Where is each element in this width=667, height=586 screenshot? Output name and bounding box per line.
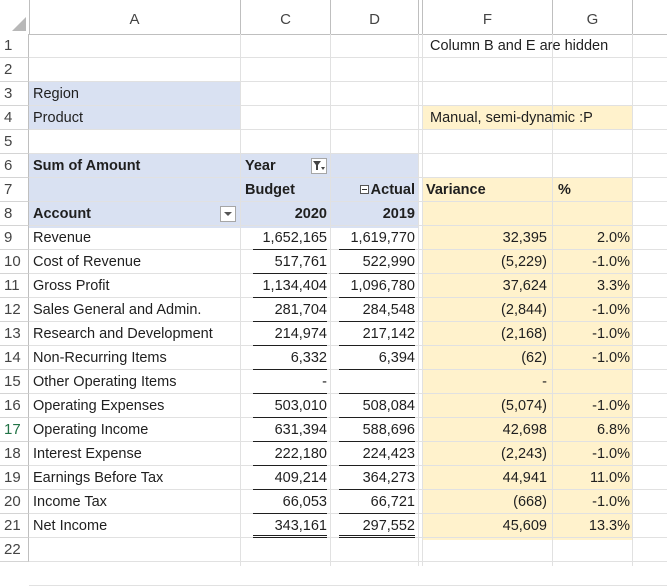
pct-cell[interactable]: 11.0% [589,470,630,486]
pivot-value-label[interactable]: Sum of Amount [33,158,141,174]
gridline-v-d [418,34,419,566]
variance-cell[interactable]: 44,941 [502,470,547,486]
budget-cell[interactable]: 66,053 [253,490,327,514]
actual-cell[interactable]: 297,552 [339,514,415,538]
select-all-triangle-icon [12,17,26,31]
budget-cell[interactable]: 409,214 [253,466,327,490]
actual-cell[interactable]: 284,548 [339,298,415,322]
account-cell[interactable]: Research and Development [33,326,213,342]
column-header-a[interactable]: A [29,0,241,34]
actual-cell[interactable]: 1,619,770 [339,226,415,250]
actual-cell[interactable]: 1,096,780 [339,274,415,298]
variance-cell[interactable]: 37,624 [502,278,547,294]
pct-cell[interactable]: 3.3% [596,278,630,294]
collapse-minus-icon[interactable] [360,185,369,194]
row-header[interactable]: 17 [0,418,29,442]
row-header[interactable]: 8 [0,202,29,226]
budget-cell[interactable]: 343,161 [253,514,327,538]
column-header-c[interactable]: C [241,0,331,34]
variance-cell[interactable]: (2,168) [501,326,547,342]
filter-region[interactable]: Region [33,86,79,102]
gridline-v-c [330,34,331,566]
pct-cell[interactable]: -1.0% [592,398,630,414]
row-header[interactable]: 22 [0,538,29,562]
row-header[interactable]: 4 [0,106,29,130]
row-header[interactable]: 7 [0,178,29,202]
budget-cell[interactable]: 222,180 [253,442,327,466]
variance-cell[interactable]: (2,844) [501,302,547,318]
row-header[interactable]: 11 [0,274,29,298]
account-cell[interactable]: Interest Expense [33,446,142,462]
gridline-h [29,561,667,562]
budget-cell[interactable]: 503,010 [253,394,327,418]
row-header[interactable]: 18 [0,442,29,466]
budget-cell[interactable]: 631,394 [253,418,327,442]
account-cell[interactable]: Cost of Revenue [33,254,142,270]
account-cell[interactable]: Sales General and Admin. [33,302,202,318]
actual-cell[interactable]: 217,142 [339,322,415,346]
variance-cell[interactable]: - [542,374,547,390]
variance-cell[interactable]: (668) [513,494,547,510]
column-header-bar [0,0,667,35]
column-header-f[interactable]: F [423,0,553,34]
actual-cell[interactable]: 66,721 [339,490,415,514]
row-header[interactable]: 1 [0,34,29,58]
pct-cell[interactable]: -1.0% [592,446,630,462]
actual-cell[interactable]: 224,423 [339,442,415,466]
pct-cell[interactable]: -1.0% [592,302,630,318]
variance-cell[interactable]: (62) [521,350,547,366]
row-header[interactable]: 13 [0,322,29,346]
row-header[interactable]: 9 [0,226,29,250]
pct-cell[interactable]: -1.0% [592,326,630,342]
pct-header[interactable]: % [558,182,571,198]
account-cell[interactable]: Gross Profit [33,278,110,294]
hidden-columns-note[interactable]: Column B and E are hidden [430,38,609,54]
column-header-g[interactable]: G [553,0,633,34]
year-budget[interactable]: 2020 [294,206,327,222]
account-row-field[interactable]: Account [33,206,91,222]
row-header[interactable]: 6 [0,154,29,178]
row-header[interactable]: 12 [0,298,29,322]
pct-cell[interactable] [553,370,630,394]
row-header[interactable]: 15 [0,370,29,394]
row-header[interactable]: 2 [0,58,29,82]
pct-cell[interactable]: 6.8% [596,422,630,438]
pct-cell[interactable]: -1.0% [592,494,630,510]
pct-cell[interactable]: -1.0% [592,254,630,270]
variance-cell[interactable]: (2,243) [501,446,547,462]
account-cell[interactable]: Operating Income [33,422,149,438]
variance-header[interactable]: Variance [426,182,486,198]
actual-cell[interactable]: 508,084 [339,394,415,418]
filter-product[interactable]: Product [33,110,83,126]
row-header[interactable]: 3 [0,82,29,106]
row-header[interactable]: 14 [0,346,29,370]
account-cell[interactable]: Earnings Before Tax [33,470,164,486]
select-all-corner[interactable] [0,0,30,34]
dropdown-arrow-icon [221,207,235,221]
actual-cell[interactable]: 6,394 [339,346,415,370]
account-cell[interactable]: Operating Expenses [33,398,165,414]
filter-funnel-icon [312,159,326,173]
account-cell[interactable]: Revenue [33,230,92,246]
row-header[interactable]: 20 [0,490,29,514]
budget-header[interactable]: Budget [245,182,295,198]
actual-header-label: Actual [370,182,415,198]
variance-cell[interactable]: 32,395 [502,230,547,246]
pct-cell[interactable]: -1.0% [592,350,630,366]
actual-header[interactable] [331,178,415,202]
pct-cell[interactable]: 2.0% [596,230,630,246]
account-cell[interactable]: Other Operating Items [33,374,177,390]
budget-cell[interactable]: 1,134,404 [253,274,327,298]
row-header[interactable]: 10 [0,250,29,274]
budget-cell[interactable]: 1,652,165 [253,226,327,250]
actual-cell[interactable]: 588,696 [339,418,415,442]
account-cell[interactable]: Net Income [33,518,108,534]
variance-cell[interactable]: (5,074) [501,398,547,414]
budget-cell[interactable]: 6,332 [253,346,327,370]
budget-cell[interactable]: 214,974 [253,322,327,346]
year-actual[interactable]: 2019 [382,206,415,222]
variance-cell[interactable]: (5,229) [501,254,547,270]
account-cell[interactable]: Income Tax [33,494,107,510]
row-header[interactable]: 16 [0,394,29,418]
year-filter-button[interactable] [311,158,327,174]
account-cell[interactable]: Non-Recurring Items [33,350,167,366]
row-header[interactable]: 5 [0,130,29,154]
pivot-column-field[interactable]: Year [245,158,276,174]
budget-cell[interactable]: 281,704 [253,298,327,322]
column-header-d[interactable]: D [331,0,419,34]
row-header[interactable]: 19 [0,466,29,490]
budget-cell[interactable]: 517,761 [253,250,327,274]
variance-cell[interactable]: 42,698 [502,422,547,438]
variance-cell[interactable]: 45,609 [502,518,547,534]
actual-cell[interactable] [339,370,415,394]
account-filter-button[interactable] [220,206,236,222]
budget-cell[interactable]: - [253,370,327,394]
gridline-v-a [240,34,241,566]
manual-note[interactable]: Manual, semi-dynamic :P [430,110,593,126]
actual-cell[interactable]: 522,990 [339,250,415,274]
row-header[interactable]: 21 [0,514,29,538]
pct-cell[interactable]: 13.3% [588,518,630,534]
actual-cell[interactable]: 364,273 [339,466,415,490]
gridline-v-g [632,34,633,566]
